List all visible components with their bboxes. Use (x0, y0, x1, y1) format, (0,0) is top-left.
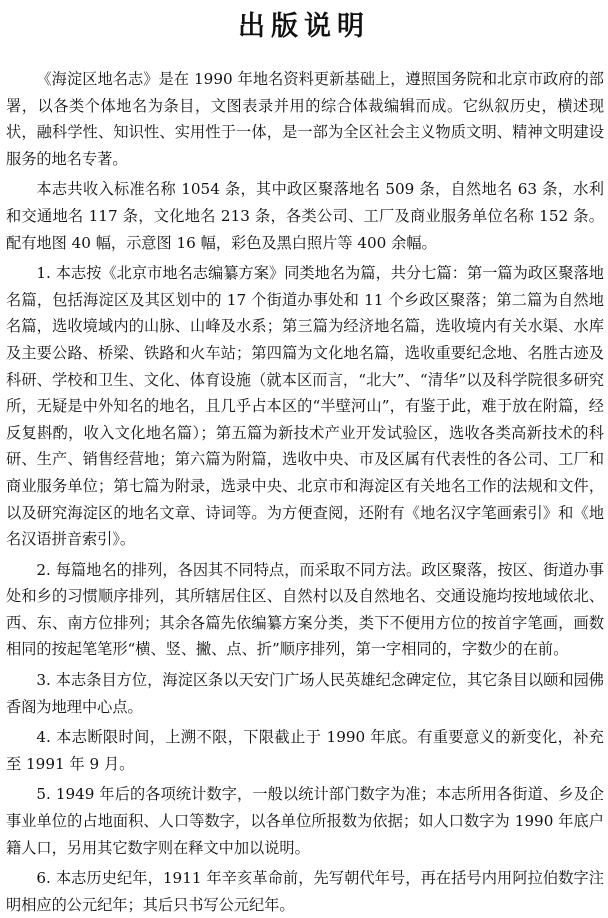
paragraph-item-5: 5. 1949 年后的各项统计数字，一般以统计部门数字为准；本志所用各街道、乡及企事业单位的占地面积、人口等数字，以各单位所报数为依据；如人口数字为 1990 年底户籍人口，另用其它数字则在释文中加以说明。 (6, 785, 604, 857)
paragraph-intro: 《海淀区地名志》是在 1990 年地名资料更新基础上，遵照国务院和北京市政府的部署，以各类个体地名为条目，文图表录并用的综合体裁编辑而成。它纵叙历史，横述现状，融科学性、知识性、实用性于一体，是一部为全区社会主义物质文明、精神文明建设服务的地名专著。 (6, 70, 604, 168)
page-title: 出版说明 (238, 11, 370, 42)
paragraph-item-6: 6. 本志历史纪年，1911 年辛亥革命前，先写朝代年号，再在括号内用阿拉伯数字注明相应的公元纪年；其后只书写公元纪年。 (6, 869, 604, 914)
paragraph-item-1: 1. 本志按《北京市地名志编纂方案》同类地名为篇，共分七篇：第一篇为政区聚落地名篇，包括海淀区及其区划中的 17 个街道办事处和 11 个乡政区聚落；第二篇为自然地名篇，选收境域内的山脉、山峰及水系；第三篇为经济地名篇，选收境内有关水渠、水库及主要公路、桥梁、铁路和火车站；第四篇为文化地名篇，选收重要纪念地、名胜古迹及科研、学校和卫生、文化、体育设施（就本区而言，“北大”、“清华”以及科学院很多研究所，无疑是中外知名的地名，且几乎占本区的“半壁河山”，有鉴于此，难于放在附篇，经反复斟酌，收入文化地名篇）；第五篇为新技术产业开发试验区，选收各类高新技术的科研、生产、销售经营地；第六篇为附篇，选收中央、市及区属有代表性的各公司、工厂和商业服务单位；第七篇为附录，选录中央、北京市和海淀区有关地名工作的法规和文件，以及研究海淀区的地名文章、诗词等。为方便查阅，还附有《地名汉字笔画索引》和《地名汉语拼音索引》。 (6, 264, 604, 549)
document-body (6, 66, 604, 918)
paragraph-item-4: 4. 本志断限时间，上溯不限，下限截止于 1990 年底。有重要意义的新变化，补充至 1991 年 9 月。 (6, 728, 604, 773)
paragraph-item-3: 3. 本志条目方位，海淀区条以天安门广场人民英雄纪念碑定位，其它条目以颐和园佛香阁为地理中心点。 (6, 671, 604, 716)
paragraph-statistics: 本志共收入标准名称 1054 条，其中政区聚落地名 509 条，自然地名 63 条，水利和交通地名 117 条，文化地名 213 条，各类公司、工厂及商业服务单位名称 152 条。配有地图 40 幅，示意图 16 幅，彩色及黑白照片等 400 余幅。 (6, 180, 604, 252)
paragraph-item-2: 2. 每篇地名的排列，各因其不同特点，而采取不同方法。政区聚落，按区、街道办事处和乡的习惯顺序排列，其所辖居住区、自然村以及自然地名、交通设施均按地域依北、西、东、南方位排列；其余各篇先依编纂方案分类，类下不便用方位的按首字笔画，画数相同的按起笔笔形“横、竖、撇、点、折”顺序排列，第一字相同的，字数少的在前。 (6, 560, 604, 659)
